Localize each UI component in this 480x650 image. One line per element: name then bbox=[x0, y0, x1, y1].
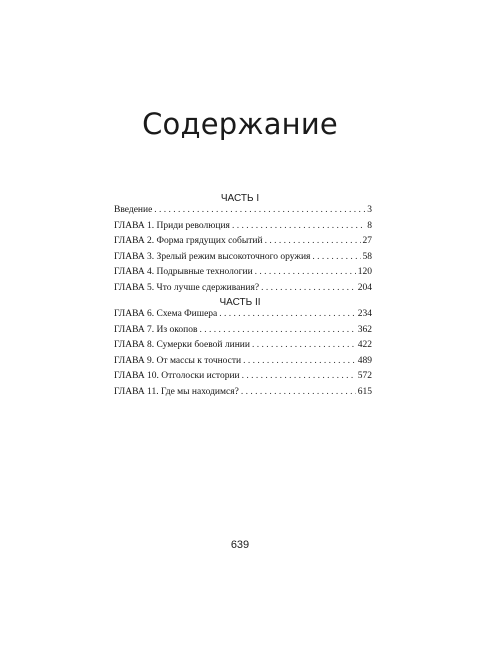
toc-entry-page: 362 bbox=[357, 324, 372, 335]
part-heading-1: ЧАСТЬ I bbox=[220, 193, 260, 204]
toc-entry-label: ГЛАВА 1. Приди революция bbox=[114, 220, 230, 231]
dot-leader bbox=[243, 356, 356, 366]
toc-entry-label: ГЛАВА 3. Зрелый режим высокоточного оружия bbox=[114, 251, 311, 262]
dot-leader bbox=[241, 387, 356, 397]
page-number: 639 bbox=[230, 539, 250, 551]
page-title: Содержание bbox=[142, 107, 338, 141]
toc-entry-page: 234 bbox=[357, 309, 372, 319]
toc-entry[interactable] bbox=[114, 267, 372, 283]
toc-list-part-1 bbox=[114, 205, 372, 298]
toc-entry[interactable] bbox=[114, 283, 372, 299]
toc-entry-page: 8 bbox=[367, 220, 372, 231]
dot-leader bbox=[312, 252, 360, 262]
dot-leader bbox=[219, 309, 356, 319]
toc-entry[interactable] bbox=[114, 340, 372, 356]
dot-leader bbox=[154, 205, 365, 215]
part-heading-2: ЧАСТЬ II bbox=[219, 297, 261, 308]
toc-entry-page: 27 bbox=[362, 236, 372, 246]
toc-entry-label: ГЛАВА 2. Форма грядущих событий bbox=[114, 236, 263, 246]
toc-entry-label: ГЛАВА 5. Что лучше сдерживания? bbox=[114, 282, 260, 293]
toc-entry[interactable] bbox=[114, 236, 372, 252]
toc-entry-page: 422 bbox=[357, 340, 372, 350]
dot-leader bbox=[232, 221, 365, 231]
toc-entry-page: 615 bbox=[357, 386, 372, 397]
toc-entry-label: ГЛАВА 4. Подрывные технологии bbox=[114, 267, 253, 277]
toc-entry[interactable] bbox=[114, 221, 372, 237]
toc-list-part-2 bbox=[114, 309, 372, 402]
dot-leader bbox=[242, 371, 356, 381]
toc-entry-label: ГЛАВА 9. От массы к точности bbox=[114, 355, 242, 366]
toc-entry[interactable] bbox=[114, 325, 372, 341]
toc-entry-page: 120 bbox=[357, 267, 372, 277]
toc-entry-label: ГЛАВА 6. Схема Фишера bbox=[114, 309, 218, 319]
toc-entry[interactable] bbox=[114, 371, 372, 387]
dot-leader bbox=[200, 325, 356, 335]
dot-leader bbox=[255, 267, 356, 277]
toc-entry[interactable] bbox=[114, 252, 372, 268]
toc-entry[interactable] bbox=[114, 205, 372, 221]
toc-entry[interactable] bbox=[114, 309, 372, 325]
toc-entry-label: ГЛАВА 8. Сумерки боевой линии bbox=[114, 340, 250, 350]
toc-entry-label: ГЛАВА 10. Отголоски истории bbox=[114, 371, 240, 381]
dot-leader bbox=[265, 236, 361, 246]
toc-entry-page: 58 bbox=[362, 251, 372, 262]
toc-entry-page: 3 bbox=[367, 205, 372, 215]
dot-leader bbox=[261, 283, 356, 293]
toc-entry-page: 204 bbox=[357, 282, 372, 293]
toc-entry[interactable] bbox=[114, 356, 372, 372]
dot-leader bbox=[252, 340, 356, 350]
toc-entry[interactable] bbox=[114, 387, 372, 403]
toc-entry-page: 572 bbox=[357, 371, 372, 381]
toc-entry-label: ГЛАВА 7. Из окопов bbox=[114, 324, 198, 335]
toc-entry-page: 489 bbox=[357, 355, 372, 366]
toc-entry-label: Введение bbox=[114, 205, 153, 215]
toc-entry-label: ГЛАВА 11. Где мы находимся? bbox=[114, 386, 239, 397]
